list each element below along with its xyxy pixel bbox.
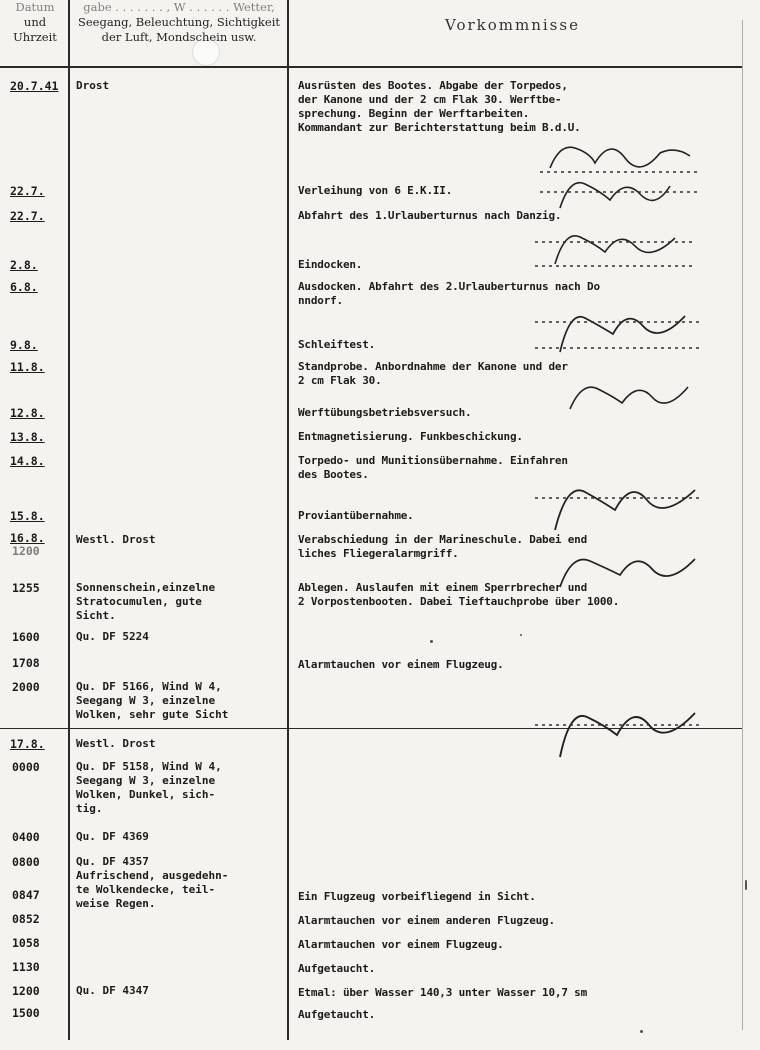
entry-time: 1058 <box>12 936 40 950</box>
right-edge-line <box>742 20 743 1030</box>
signature-mark <box>535 470 705 540</box>
entry-date: 20.7.41 <box>10 79 59 93</box>
signature-mark <box>535 222 695 272</box>
signature-mark <box>540 172 700 212</box>
header-col2-line1: Seegang, Beleuchtung, Sichtigkeit <box>77 15 281 29</box>
scan-speck <box>430 640 433 643</box>
entry-date: 13.8. <box>10 430 45 444</box>
entry-event: Verleihung von 6 E.K.II. <box>298 184 453 197</box>
entry-event: Proviantübernahme. <box>298 509 414 522</box>
signature-mark <box>535 695 705 765</box>
header-col1-line1: und <box>23 15 47 29</box>
entry-date: 17.8. <box>10 737 45 751</box>
entry-weather: Qu. DF 4357 Aufrischend, ausgedehn- te Wolkendecke, teil- weise Regen. <box>76 855 229 910</box>
entry-position: Westl. Drost <box>76 737 156 750</box>
entry-event: Alarmtauchen vor einem Flugzeug. <box>298 938 504 951</box>
header-col2-line0: gabe . . . . . . . , W . . . . . . Wetter, <box>83 0 275 14</box>
scan-speck <box>640 1030 643 1033</box>
signature-mark <box>535 300 705 360</box>
entry-event: Abfahrt des 1.Urlauberturnus nach Danzig. <box>298 209 562 222</box>
entry-time: 0400 <box>12 830 40 844</box>
entry-date: 16.8. <box>10 531 45 545</box>
header-col1-line2: Uhrzeit <box>13 30 57 44</box>
entry-event: Werftübungsbetriebsversuch. <box>298 406 472 419</box>
scan-speck <box>520 634 522 636</box>
entry-event: Torpedo- und Munitionsübernahme. Einfahren des Bootes. <box>298 454 568 481</box>
entry-event: Aufgetaucht. <box>298 1008 376 1021</box>
header-col1-top: Datum <box>15 0 55 14</box>
header-col2-line2: der Luft, Mondschein usw. <box>101 30 257 44</box>
entry-date: 9.8. <box>10 338 38 352</box>
entry-time: 2000 <box>12 680 40 694</box>
entry-time: 1500 <box>12 1006 40 1020</box>
entry-event: Ein Flugzeug vorbeifliegend in Sicht. <box>298 890 536 903</box>
entry-position: Qu. DF 4369 <box>76 830 149 843</box>
column-divider-1 <box>68 0 70 1040</box>
entry-date: 6.8. <box>10 280 38 294</box>
entry-event: Entmagnetisierung. Funkbeschickung. <box>298 430 523 443</box>
header-rule <box>0 66 742 68</box>
entry-date: 12.8. <box>10 406 45 420</box>
entry-event: Ausdocken. Abfahrt des 2.Urlauberturnus nach Do nndorf. <box>298 280 600 307</box>
signature-mark <box>560 375 700 415</box>
entry-date: 2.8. <box>10 258 38 272</box>
entry-event: Alarmtauchen vor einem Flugzeug. <box>298 658 504 671</box>
entry-weather: Qu. DF 5158, Wind W 4, Seegang W 3, einzelne Wolken, Dunkel, sich- tig. <box>76 760 222 815</box>
entry-event: Verabschiedung in der Marineschule. Dabei end liches Fliegeralarmgriff. <box>298 533 588 560</box>
entry-time: 0000 <box>12 760 40 774</box>
entry-date: 15.8. <box>10 509 45 523</box>
entry-position: Drost <box>76 79 110 92</box>
entry-date: 14.8. <box>10 454 45 468</box>
entry-event: Ausrüsten des Bootes. Abgabe der Torpedos, der Kanone und der 2 cm Flak 30. Werftbe- sprechung. Beginn der Werftarbeiten. Kommandant zur Berichterstattung beim B.d.U. <box>298 79 581 134</box>
entry-event: Aufgetaucht. <box>298 962 376 975</box>
header-events-title: Vorkommnisse <box>445 16 580 34</box>
entry-weather: Sonnenschein,einzelne Stratocumulen, gute Sicht. <box>76 581 216 622</box>
entry-time: 0800 <box>12 855 40 869</box>
entry-date: 22.7. <box>10 184 45 198</box>
entry-time: 1708 <box>12 656 40 670</box>
header-date-column <box>4 0 66 45</box>
entry-weather: Qu. DF 5166, Wind W 4, Seegang W 3, einzelne Wolken, sehr gute Sicht <box>76 680 229 721</box>
entry-event: Ablegen. Auslaufen mit einem Sperrbrecher und 2 Vorpostenbooten. Dabei Tieftauchprobe über 1000. <box>298 581 620 608</box>
entry-time: 1200 <box>12 984 40 998</box>
entry-event: Standprobe. Anbordnahme der Kanone und der 2 cm Flak 30. <box>298 360 568 387</box>
entry-time: 0847 <box>12 888 40 902</box>
entry-time: 1200 <box>12 544 40 558</box>
entry-time: 1255 <box>12 581 40 595</box>
entry-date: 11.8. <box>10 360 45 374</box>
entry-event: Alarmtauchen vor einem anderen Flugzeug. <box>298 914 555 927</box>
scan-speck <box>745 880 747 890</box>
entry-time: 1600 <box>12 630 40 644</box>
entry-time: 0852 <box>12 912 40 926</box>
signature-mark <box>540 545 710 595</box>
header-weather-column <box>72 0 286 45</box>
entry-date: 22.7. <box>10 209 45 223</box>
entry-position: Qu. DF 5224 <box>76 630 149 643</box>
entry-position: Westl. Drost <box>76 533 156 546</box>
entry-position: Qu. DF 4347 <box>76 984 149 997</box>
entry-event: Schleiftest. <box>298 338 376 351</box>
entry-event: Eindocken. <box>298 258 363 271</box>
entry-time: 1130 <box>12 960 40 974</box>
entry-event: Etmal: über Wasser 140,3 unter Wasser 10,7 sm <box>298 986 588 999</box>
